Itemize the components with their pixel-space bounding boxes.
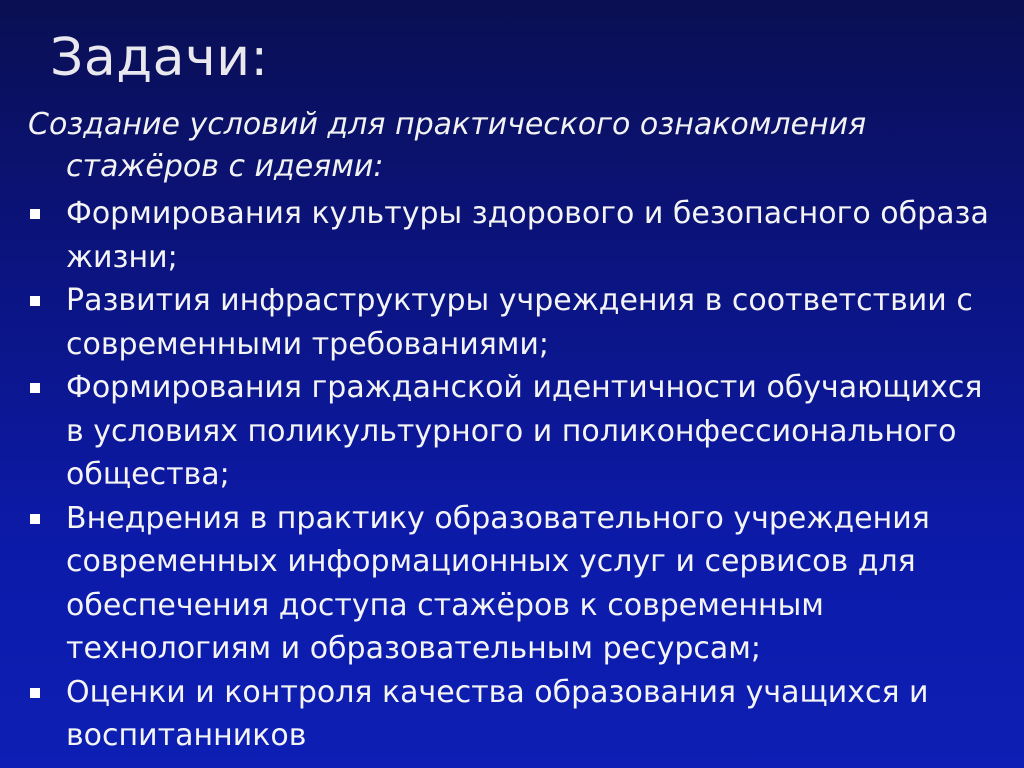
bullet-item — [28, 366, 1003, 497]
bullet-item — [28, 671, 1003, 758]
square-bullet-icon — [30, 383, 40, 393]
slide-subtitle — [28, 104, 928, 188]
square-bullet-icon — [30, 209, 40, 219]
bullet-item — [28, 279, 1003, 366]
bullet-item — [28, 497, 1003, 671]
bullet-text: Оценки и контроля качества образования учащихся и воспитанников — [66, 674, 929, 753]
square-bullet-icon — [30, 688, 40, 698]
subtitle-line-2: стажёров с идеями: — [66, 149, 384, 184]
bullet-text: Формирования культуры здорового и безопасного образа жизни; — [66, 196, 989, 275]
bullet-text: Внедрения в практику образовательного учреждения современных информационных услуг и сервисов для обеспечения доступа стажёров к современным технологиям и образовательным ресурсам; — [66, 500, 930, 666]
square-bullet-icon — [30, 296, 40, 306]
bullet-list — [28, 192, 1003, 758]
slide-title: Задачи: — [50, 28, 269, 88]
bullet-text: Развития инфраструктуры учреждения в соответствии с современными требованиями; — [66, 283, 973, 362]
square-bullet-icon — [30, 514, 40, 524]
subtitle-line-1: Создание условий для практического ознакомления — [28, 107, 867, 142]
bullet-item — [28, 192, 1003, 279]
bullet-text: Формирования гражданской идентичности обучающихся в условиях поликультурного и поликонфессионального общества; — [66, 370, 983, 492]
